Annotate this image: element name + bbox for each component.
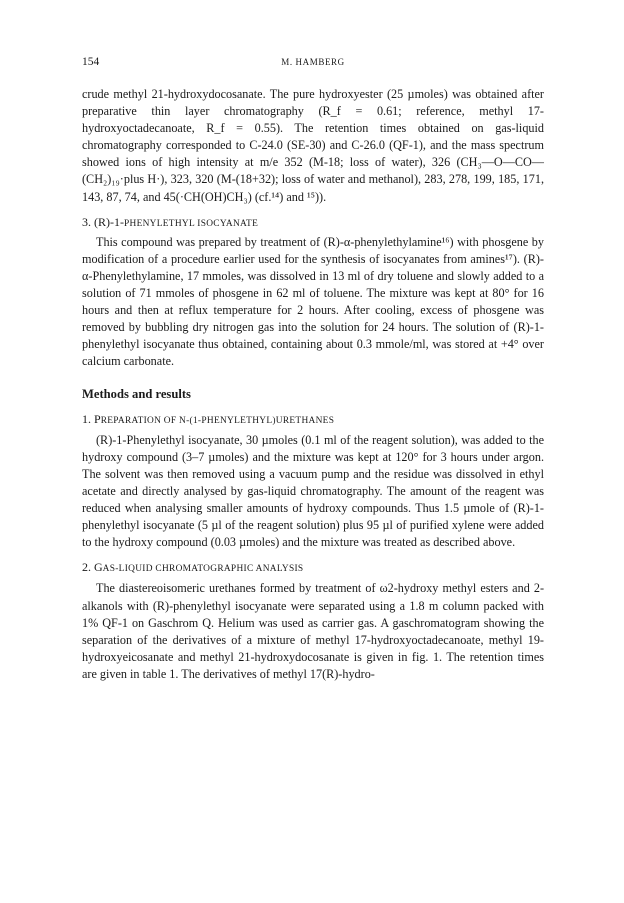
section-3-title: PHENYLETHYL ISOCYANATE (124, 218, 259, 229)
section-3-body: This compound was prepared by treatment of (R)-α-phenylethylamine¹⁶) with phosgene by modification of a procedure earlier used for the synthesis of isocyanates from amines¹⁷). (R)-α-Phenylethylamine, 17 mmoles, was dissolved in 13 ml of dry toluene and slowly added to a solution of 71 mmoles of phosgene in 62 ml of toluene. The mixture was kept at 80° for 16 hours and then at reflux temperature for 2 hours. After cooling, excess of phosgene was removed by bubbling dry nitrogen gas into the solution for 24 hours. The solution of (R)-1-phenylethyl isocyanate thus obtained, containing about 0.3 mmole/ml, was stored at +4° over calcium carbonate. (82, 234, 544, 369)
subsection-1-number: 1. P (82, 411, 101, 426)
page (82, 54, 544, 683)
subsection-2-number: 2. G (82, 560, 103, 575)
page-header: 154 M. HAMBERG (82, 54, 544, 72)
subsection-2-body: The diastereoisomeric urethanes formed by treatment of ω2-hydroxy methyl esters and 2-alkanols with (R)-phenylethyl isocyanate were separated using a 1.8 m column packed with 1% QF-1 on Gaschrom Q. Helium was used as carrier gas. A gaschromatogram showing the separation of the derivatives of a mixture of methyl 17-hydroxyoctadecanoate, methyl 19-hydroxyeicosanate and methyl 21-hydroxydocosanate is given in fig. 1. The retention times are given in table 1. The derivatives of methyl 17(R)-hydro- (82, 581, 544, 681)
section-3-heading (82, 214, 544, 233)
subsection-1-title: REPARATION OF N-(1-PHENYLETHYL)URETHANES (100, 415, 335, 426)
methods-heading: Methods and results (82, 386, 191, 401)
running-head: M. HAMBERG (281, 57, 345, 67)
subsection-1-body: (R)-1-Phenylethyl isocyanate, 30 µmoles (0.1 ml of the reagent solution), was added to the hydroxy compound (3–7 µmoles) and the mixture was kept at 120° for 3 hours under argon. The solvent was then removed using a vacuum pump and the residue was dissolved in ethyl acetate and directly analysed by gas-liquid chromatography. The amount of the reagent was reduced when analysing smaller amounts of hydroxy compounds. Thus 1.5 µmole of (R)-1-phenylethyl isocyanate (5 µl of the reagent solution) plus 95 µl of purified xylene were added to the hydroxy compound (0.03 µmoles) and the mixture was treated as described above. (82, 432, 544, 550)
subsection-2-heading (82, 559, 544, 578)
subsection-2-title: AS-LIQUID CHROMATOGRAPHIC ANALYSIS (102, 564, 304, 575)
section-3-number: 3. (R)-1- (82, 214, 124, 229)
intro-paragraph: crude methyl 21-hydroxydocosanate. The pure hydroxyester (25 µmoles) was obtained after preparative thin layer chromatography (R_f = 0.61; reference, methyl 17-hydroxyoctadecanoate, R_f = 0.55). The retention times obtained on gas-liquid chromatography corresponded to C-24.0 (SE-30) and C-26.0 (QF-1), and the mass spectrum showed ions of high intensity at m/e 352 (M-18; loss of water), 326 (CH₃—O—CO—(CH₂)₁₉·plus H·), 323, 320 (M-(18+32); loss of water and methanol), 283, 278, 199, 185, 171, 143, 87, 74, and 45(·CH(OH)CH₃) (cf.¹⁴) and ¹⁵)). (82, 87, 544, 204)
subsection-1-heading (82, 411, 544, 430)
